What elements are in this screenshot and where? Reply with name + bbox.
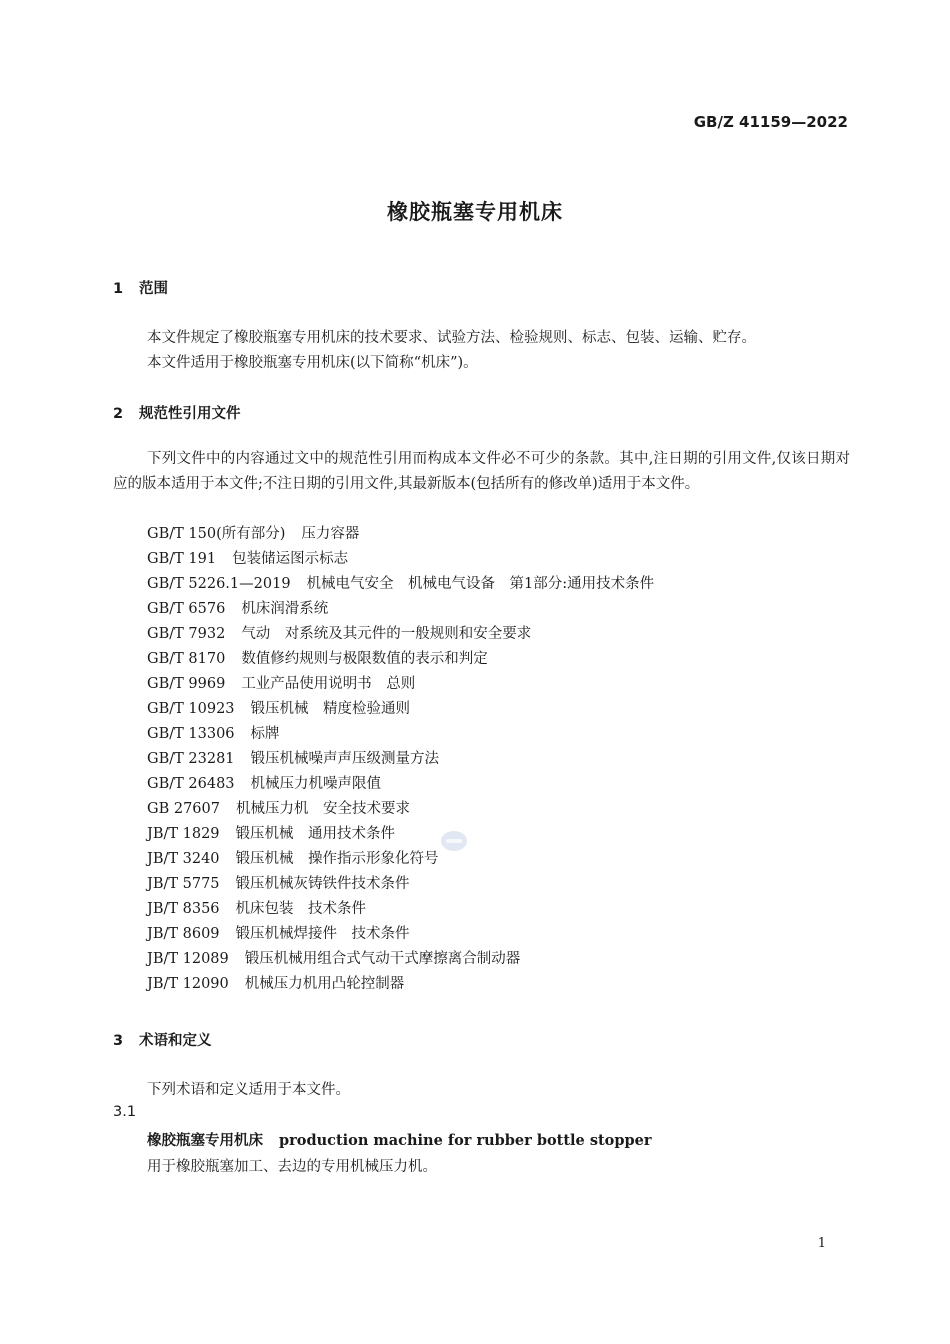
reference-title: 数值修约规则与极限数值的表示和判定 [241, 651, 488, 667]
reference-title: 锻压机械焊接件 技术条件 [235, 926, 410, 942]
section-number: 3 [113, 1033, 124, 1049]
term-zh: 橡胶瓶塞专用机床 [147, 1133, 263, 1149]
reference-title: 机床包装 技术条件 [235, 901, 367, 917]
reference-item [147, 847, 654, 872]
reference-code: GB/T 191 [147, 551, 217, 567]
watermark-stamp-icon [440, 830, 468, 852]
term-heading [147, 1129, 652, 1150]
reference-item [147, 647, 654, 672]
reference-code: GB/T 150(所有部分) [147, 526, 286, 542]
reference-code: GB/T 6576 [147, 601, 226, 617]
section-3-heading [113, 1029, 212, 1050]
section-title: 范围 [139, 281, 168, 297]
reference-code: JB/T 12089 [147, 951, 229, 967]
reference-title: 机械电气安全 机械电气设备 第1部分:通用技术条件 [306, 576, 655, 592]
reference-code: JB/T 1829 [147, 826, 220, 842]
reference-title: 锻压机械噪声声压级测量方法 [250, 751, 440, 767]
section-1-heading [113, 277, 168, 298]
reference-title: 压力容器 [301, 526, 360, 542]
standard-code: GB/Z 41159—2022 [693, 113, 848, 131]
reference-list [147, 522, 654, 997]
reference-code: JB/T 12090 [147, 976, 229, 992]
term-definition: 用于橡胶瓶塞加工、去边的专用机械压力机。 [147, 1159, 437, 1175]
reference-item [147, 697, 654, 722]
reference-item [147, 522, 654, 547]
scope-paragraph-2: 本文件适用于橡胶瓶塞专用机床(以下简称“机床”)。 [147, 355, 478, 371]
reference-code: JB/T 8609 [147, 926, 220, 942]
reference-code: JB/T 8356 [147, 901, 220, 917]
reference-code: GB/T 10923 [147, 701, 235, 717]
reference-item [147, 672, 654, 697]
section-title: 规范性引用文件 [139, 406, 241, 422]
page-number: 1 [817, 1236, 826, 1251]
section-number: 1 [113, 281, 124, 297]
terms-intro: 下列术语和定义适用于本文件。 [147, 1082, 350, 1098]
section-title: 术语和定义 [139, 1033, 212, 1049]
reference-title: 锻压机械用组合式气动干式摩擦离合制动器 [244, 951, 521, 967]
term-en: production machine for rubber bottle stopper [279, 1132, 652, 1149]
section-number: 2 [113, 406, 124, 422]
reference-item [147, 897, 654, 922]
reference-title: 锻压机械灰铸铁件技术条件 [235, 876, 410, 892]
references-intro: 下列文件中的内容通过文中的规范性引用而构成本文件必不可少的条款。其中,注日期的引用文件,仅该日期对应的版本适用于本文件;不注日期的引用文件,其最新版本(包括所有的修改单)适用于本文件。 [113, 451, 850, 492]
reference-title: 机械压力机 安全技术要求 [235, 801, 410, 817]
reference-code: GB/T 23281 [147, 751, 235, 767]
reference-title: 锻压机械 操作指示形象化符号 [235, 851, 439, 867]
reference-item [147, 947, 654, 972]
reference-item [147, 747, 654, 772]
reference-item [147, 597, 654, 622]
reference-item [147, 922, 654, 947]
reference-item [147, 722, 654, 747]
reference-item [147, 622, 654, 647]
reference-item [147, 797, 654, 822]
reference-title: 机械压力机噪声限值 [250, 776, 382, 792]
reference-item [147, 572, 654, 597]
reference-title: 包装储运图示标志 [232, 551, 349, 567]
reference-code: GB/T 26483 [147, 776, 235, 792]
section-2-heading [113, 402, 241, 423]
reference-title: 工业产品使用说明书 总则 [241, 676, 416, 692]
reference-code: GB/T 7932 [147, 626, 226, 642]
reference-title: 锻压机械 精度检验通则 [250, 701, 411, 717]
reference-title: 机械压力机用凸轮控制器 [244, 976, 405, 992]
reference-title: 标牌 [250, 726, 280, 742]
scope-paragraph-1: 本文件规定了橡胶瓶塞专用机床的技术要求、试验方法、检验规则、标志、包装、运输、贮存。 [147, 330, 756, 346]
reference-item [147, 822, 654, 847]
reference-code: GB/T 13306 [147, 726, 235, 742]
reference-title: 气动 对系统及其元件的一般规则和安全要求 [241, 626, 532, 642]
reference-item [147, 772, 654, 797]
reference-code: GB 27607 [147, 801, 220, 817]
reference-code: JB/T 5775 [147, 876, 220, 892]
reference-code: GB/T 5226.1—2019 [147, 576, 291, 592]
reference-title: 机床润滑系统 [241, 601, 329, 617]
document-title: 橡胶瓶塞专用机床 [387, 200, 563, 224]
reference-code: JB/T 3240 [147, 851, 220, 867]
term-number: 3.1 [113, 1104, 137, 1120]
reference-code: GB/T 9969 [147, 676, 226, 692]
reference-item [147, 872, 654, 897]
reference-code: GB/T 8170 [147, 651, 226, 667]
reference-title: 锻压机械 通用技术条件 [235, 826, 396, 842]
reference-item [147, 972, 654, 997]
reference-item [147, 547, 654, 572]
